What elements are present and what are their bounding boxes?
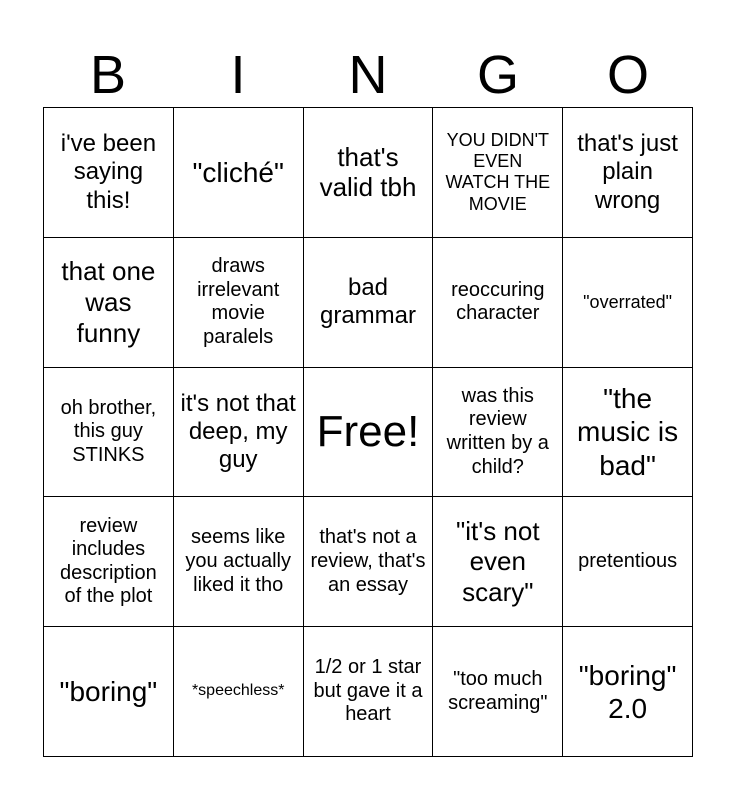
bingo-cell-text: i've been saying this!	[60, 129, 157, 214]
bingo-cell[interactable]	[563, 627, 693, 757]
bingo-cell[interactable]	[44, 368, 174, 498]
bingo-cell-text: oh brother, this guy STINKS	[60, 396, 157, 466]
bingo-cell-text: "cliché"	[192, 156, 284, 188]
bingo-cell[interactable]	[433, 108, 563, 238]
bingo-cell[interactable]	[563, 108, 693, 238]
bingo-cell-text: was this review written by a child?	[446, 384, 549, 478]
bingo-cell-text: pretentious	[578, 549, 678, 572]
bingo-cell-text: review includes description of the plot	[60, 514, 157, 608]
bingo-cell-text: bad grammar	[319, 273, 416, 330]
bingo-cell[interactable]	[44, 108, 174, 238]
bingo-cell[interactable]	[433, 627, 563, 757]
bingo-cell-text: 1/2 or 1 star but gave it a heart	[313, 656, 423, 726]
bingo-cell[interactable]	[304, 108, 434, 238]
bingo-cell[interactable]	[174, 108, 304, 238]
bingo-cell[interactable]	[563, 238, 693, 368]
free-space-text: Free!	[316, 407, 420, 457]
bingo-cell-text: "it's not even scary"	[456, 515, 540, 608]
bingo-cell[interactable]	[304, 627, 434, 757]
bingo-cell-text: draws irrelevant movie paralels	[197, 255, 280, 348]
bingo-cell-text: that one was funny	[61, 256, 156, 348]
bingo-cell[interactable]	[44, 238, 174, 368]
bingo-cell-text: it's not that deep, my guy	[180, 389, 296, 474]
bingo-cell[interactable]	[174, 497, 304, 627]
bingo-cell-text: "boring" 2.0	[578, 659, 677, 724]
bingo-cell[interactable]	[433, 238, 563, 368]
bingo-cell-text: *speechless*	[191, 682, 285, 700]
header-letter-i: I	[230, 45, 246, 105]
bingo-cell[interactable]	[44, 497, 174, 627]
bingo-cell[interactable]	[174, 238, 304, 368]
bingo-cell[interactable]	[304, 497, 434, 627]
bingo-cell-text: "too much screaming"	[448, 668, 548, 714]
bingo-cell[interactable]	[174, 627, 304, 757]
bingo-cell[interactable]	[563, 368, 693, 498]
bingo-header	[43, 44, 693, 106]
bingo-cell-text: YOU DIDN'T EVEN WATCH THE MOVIE	[445, 129, 551, 214]
bingo-cell[interactable]	[174, 368, 304, 498]
bingo-cell-text: seems like you actually liked it tho	[185, 526, 291, 596]
bingo-cell-text: reoccuring character	[451, 278, 545, 325]
bingo-grid	[43, 107, 693, 757]
bingo-cell-text: that's valid tbh	[319, 141, 417, 203]
header-letter-o: O	[606, 45, 649, 105]
header-letter-b: B	[89, 45, 127, 105]
bingo-cell-text: "overrated"	[583, 291, 672, 312]
bingo-cell[interactable]	[433, 368, 563, 498]
header-letter-g: G	[476, 45, 519, 105]
bingo-cell[interactable]	[44, 627, 174, 757]
bingo-cell[interactable]	[563, 497, 693, 627]
free-space-cell[interactable]	[304, 368, 434, 498]
bingo-cell-text: that's just plain wrong	[577, 129, 678, 214]
bingo-cell-text: "the music is bad"	[577, 383, 679, 481]
bingo-cell-text: that's not a review, that's an essay	[310, 526, 426, 596]
bingo-cell[interactable]	[433, 497, 563, 627]
bingo-cell[interactable]	[304, 238, 434, 368]
header-letter-n: N	[348, 45, 388, 105]
bingo-cell-text: "boring"	[59, 676, 158, 708]
